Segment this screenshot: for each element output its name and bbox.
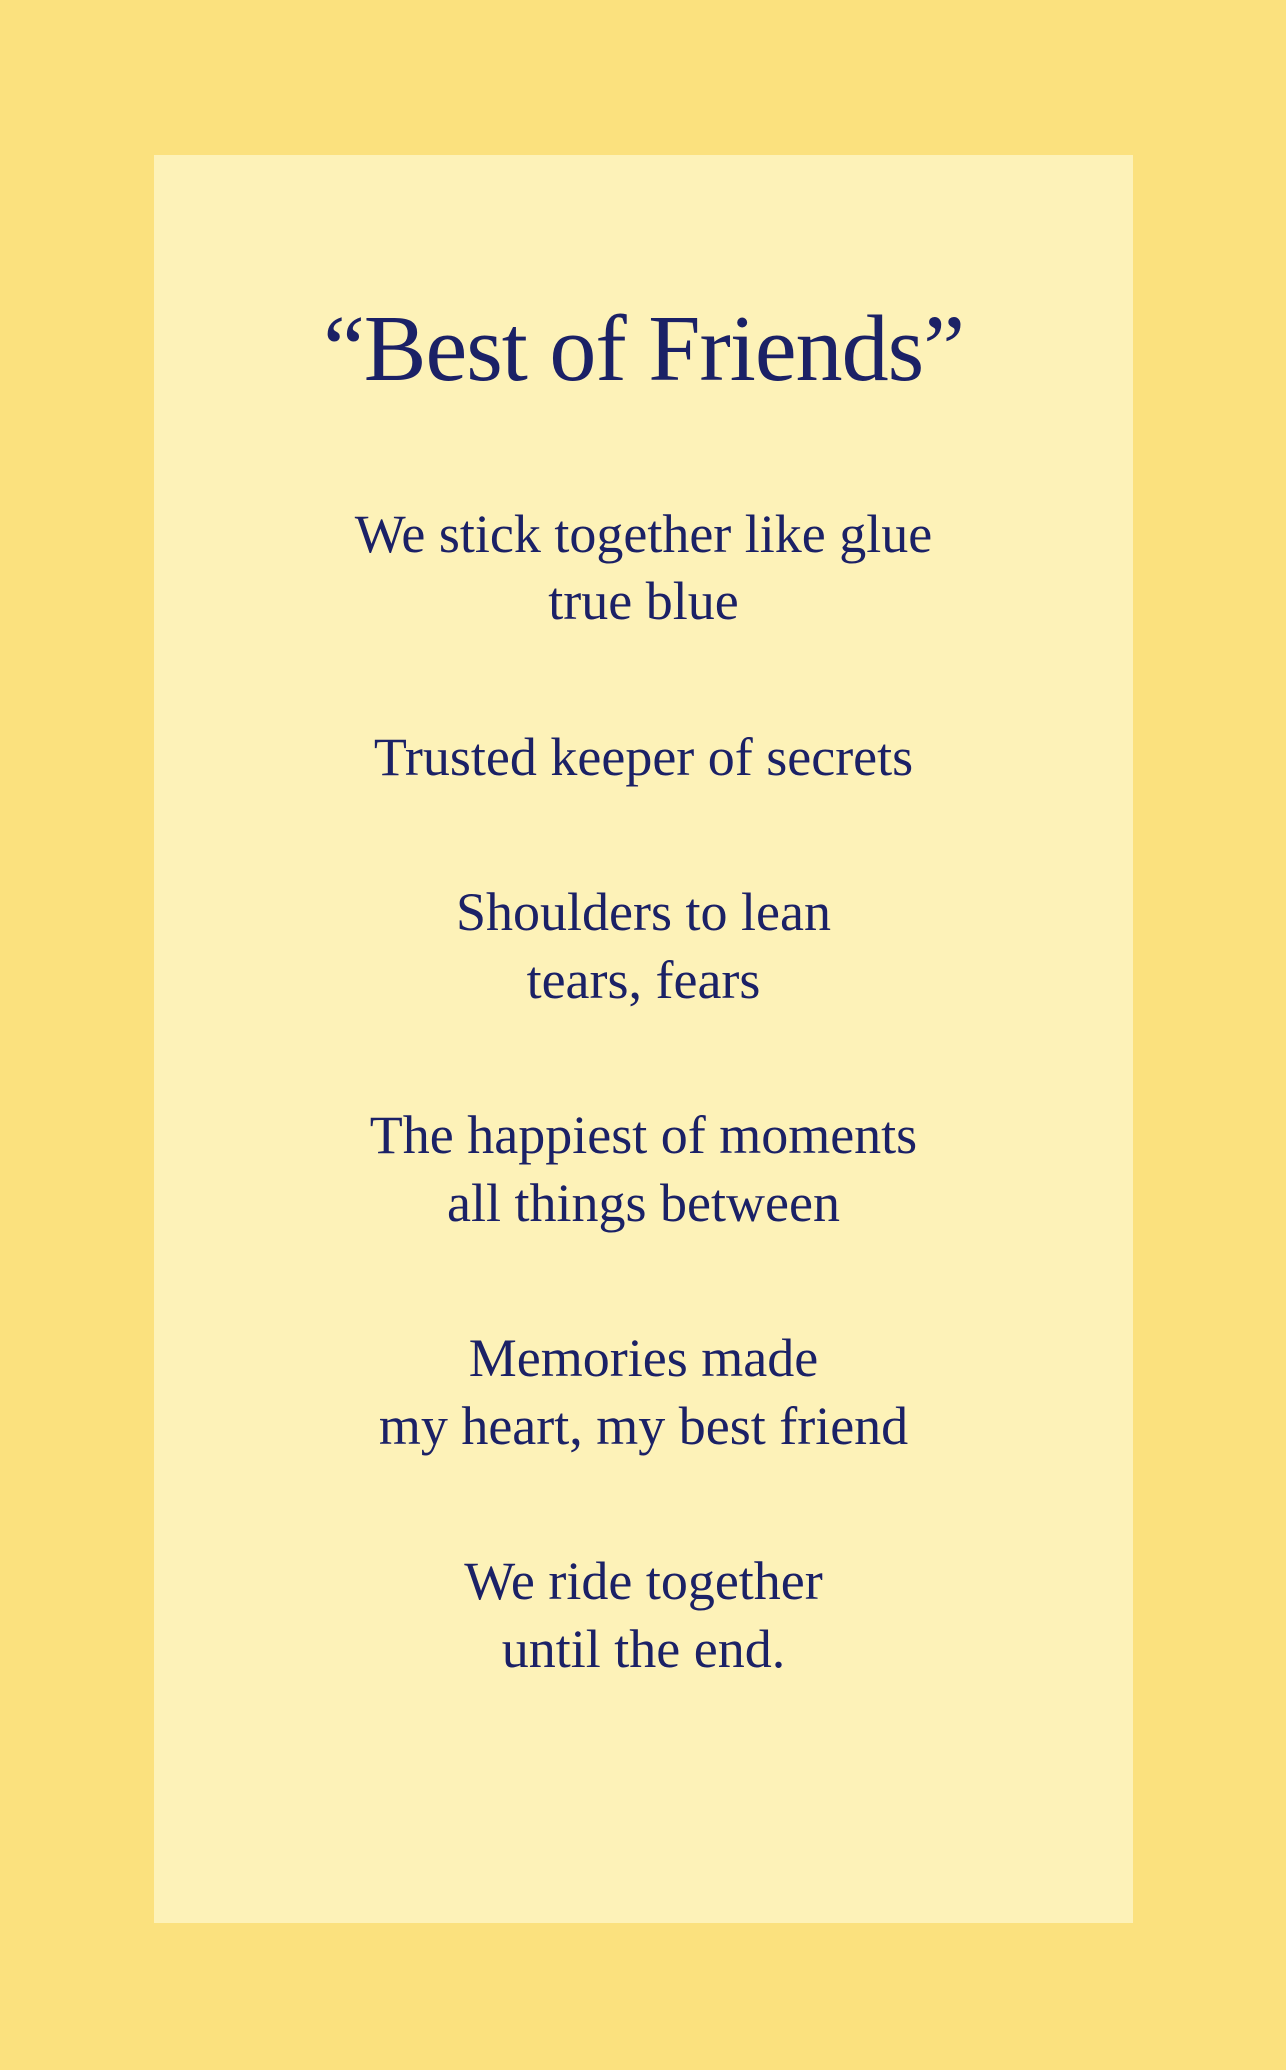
poem-stanza [154,1102,1133,1237]
poem-line: We ride together [464,1551,823,1612]
poem-body [154,501,1133,1684]
poem-line: tears, fears [526,949,761,1010]
poem-line: true blue [548,571,739,632]
poem-line: until the end. [501,1618,786,1679]
poem-title: “Best of Friends” [323,297,964,401]
poem-line: The happiest of moments [369,1105,918,1166]
poem-line: Memories made [468,1328,819,1389]
poem-stanza [154,879,1133,1014]
poem-card-panel [154,155,1133,1923]
poem-line: all things between [447,1172,840,1233]
poem-line: Trusted keeper of secrets [373,726,914,787]
poem-stanza [154,1548,1133,1683]
poem-line: my heart, my best friend [378,1395,909,1456]
poem-stanza [154,501,1133,636]
poem-line: Shoulders to lean [456,882,831,943]
poem-line: We stick together like glue [354,503,933,564]
poem-stanza [154,1325,1133,1460]
poem-stanza [154,724,1133,792]
